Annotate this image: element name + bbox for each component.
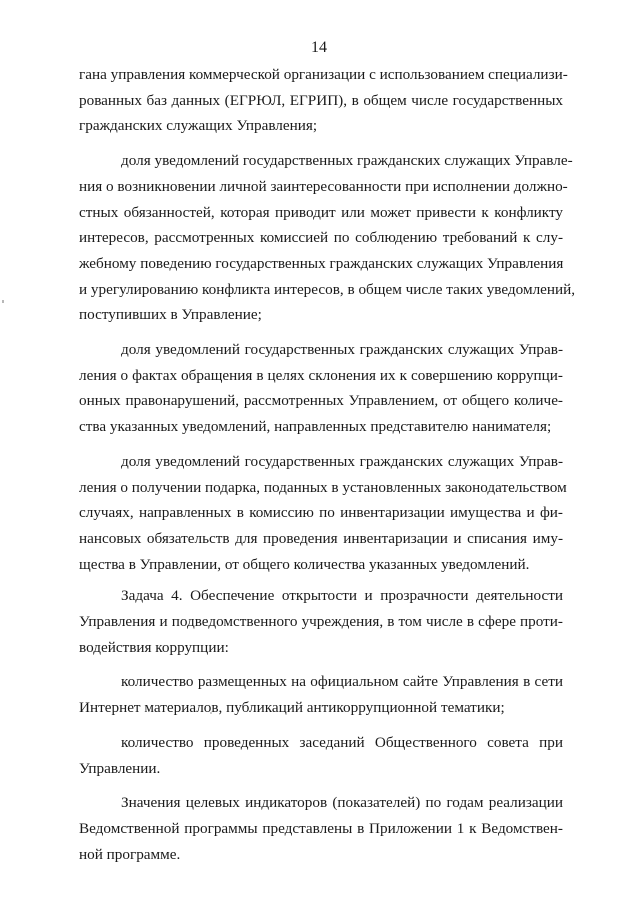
paragraph-gift-notifications bbox=[79, 449, 567, 578]
paragraph-egrul-continuation bbox=[79, 62, 568, 139]
paragraph-conflict-of-interest bbox=[79, 148, 576, 328]
paragraph-website-materials bbox=[79, 669, 563, 720]
scan-artifact bbox=[2, 300, 4, 303]
text-line: Управлении. bbox=[79, 759, 161, 777]
text-line: доля уведомлений государственных гражданских служащих Управле- bbox=[121, 152, 573, 170]
text-line: доля уведомлений государственных гражданских служащих Управ- bbox=[121, 452, 563, 470]
paragraph-public-council bbox=[79, 730, 563, 781]
text-line: поступивших в Управление; bbox=[79, 306, 262, 324]
text-line: онных правонарушений, рассмотренных Управлением, от общего количе- bbox=[79, 392, 563, 410]
text-line: количество размещенных на официальном сайте Управления в сети bbox=[121, 673, 563, 691]
text-line: щества в Управлении, от общего количества указанных уведомлений. bbox=[79, 555, 530, 573]
text-line: водействия коррупции: bbox=[79, 638, 229, 656]
text-line: рованных баз данных (ЕГРЮЛ, ЕГРИП), в общем числе государственных bbox=[79, 91, 563, 109]
text-line: Значения целевых индикаторов (показателей) по годам реализации bbox=[121, 794, 563, 812]
paragraph-task-4 bbox=[79, 583, 563, 660]
text-line: интересов, рассмотренных комиссией по соблюдению требований к слу- bbox=[79, 229, 563, 247]
text-line: ления о получении подарка, поданных в установленных законодательством bbox=[79, 478, 567, 496]
text-line: гражданских служащих Управления; bbox=[79, 117, 318, 135]
text-line: Ведомственной программы представлены в Приложении 1 к Ведомствен- bbox=[79, 819, 563, 837]
text-line: количество проведенных заседаний Общественного совета при bbox=[121, 733, 563, 751]
paragraph-corruption-inducement bbox=[79, 337, 563, 440]
text-line: Задача 4. Обеспечение открытости и прозрачности деятельности bbox=[121, 587, 563, 605]
text-line: Интернет материалов, публикаций антикоррупционной тематики; bbox=[79, 699, 505, 717]
text-line: доля уведомлений государственных гражданских служащих Управ- bbox=[121, 341, 563, 359]
text-line: нансовых обязательств для проведения инвентаризации и списания иму- bbox=[79, 529, 563, 547]
text-line: ления о фактах обращения в целях склонения их к совершению коррупци- bbox=[79, 366, 563, 384]
document-body bbox=[79, 62, 576, 867]
text-line: ной программе. bbox=[79, 845, 181, 863]
text-line: и урегулированию конфликта интересов, в общем числе таких уведомлений, bbox=[79, 280, 576, 298]
text-line: стных обязанностей, которая приводит или может привести к конфликту bbox=[79, 203, 563, 221]
text-line: Управления и подведомственного учреждения, в том числе в сфере проти- bbox=[79, 613, 563, 631]
text-line: жебному поведению государственных гражданских служащих Управления bbox=[79, 254, 564, 272]
paragraph-target-indicators bbox=[79, 790, 563, 867]
text-line: гана управления коммерческой организации с использованием специализи- bbox=[79, 66, 568, 83]
text-line: ства указанных уведомлений, направленных представителю нанимателя; bbox=[79, 418, 552, 436]
page-number: 14 bbox=[311, 39, 327, 56]
text-line: ния о возникновении личной заинтересованности при исполнении должно- bbox=[79, 177, 568, 195]
text-line: случаях, направленных в комиссию по инвентаризации имущества и фи- bbox=[79, 504, 563, 522]
